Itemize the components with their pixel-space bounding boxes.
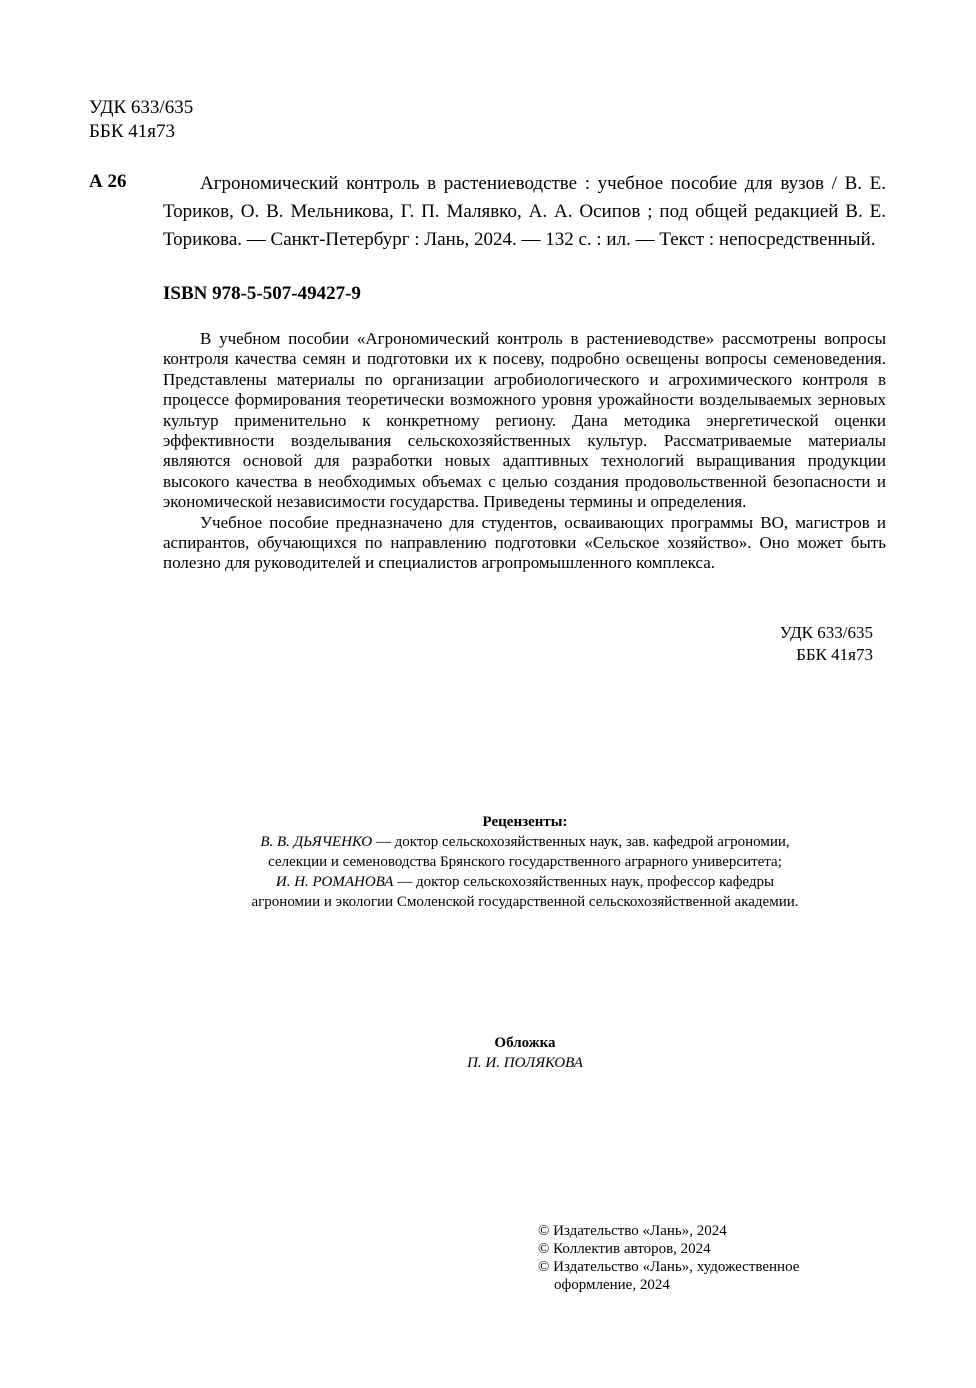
udk-bbk-block [89,96,193,144]
cover-designer: П. И. ПОЛЯКОВА [467,1055,583,1071]
bibliographic-record: Агрономический контроль в растениеводстве : учебное пособие для вузов / В. Е. Ториков, О. В. Мельникова, Г. П. Малявко, А. А. Осипов ; под общей редакцией В. Е. Торикова. — Санкт-Петербург : Лань, 2024. — 132 с. : ил. — Текст : непосредственный. [163,173,886,250]
reviewer-1-affiliation: селекции и семеноводства Брянского государственного аграрного университета; [268,854,782,870]
cover-credit [350,1033,700,1073]
udk-bbk-block-right [700,622,873,666]
reviewer-2-affiliation: агрономии и экологии Смоленской государственной сельскохозяйственной академии. [251,894,799,910]
abstract-paragraph-1: В учебном пособии «Агрономический контроль в растениеводстве» рассмотрены вопросы контроля качества семян и подготовки их к посеву, подробно освещены вопросы семеноведения. Представлены материалы по организации агробиологического и агрохимического контроля в процессе формирования теоретически возможного уровня урожайности возделываемых зерновых культур применительно к конкретному региону. Дана методика энергетической оценки эффективности возделывания сельскохозяйственных культур. Рассматриваемые материалы являются основой для разработки новых адаптивных технологий выращивания продукции высокого качества в необходимых объемах с целью создания продовольственной безопасности и экономической независимости государства. Приведены термины и определения. [163,329,886,512]
reviewer-2 [150,872,900,892]
isbn: ISBN 978-5-507-49427-9 [163,283,361,304]
copyright-line-3: © Издательство «Лань», художественное [538,1259,800,1275]
reviewers-section [150,812,900,912]
abstract [163,329,886,574]
author-mark: А 26 [89,171,127,192]
reviewers-heading: Рецензенты: [482,814,568,830]
copyright-block [538,1222,858,1294]
udk-code-right: УДК 633/635 [779,623,873,642]
reviewer-2-name: И. Н. РОМАНОВА [275,874,394,890]
copyright-line-2: © Коллектив авторов, 2024 [538,1241,711,1257]
reviewer-1 [150,832,900,852]
abstract-paragraph-2: Учебное пособие предназначено для студентов, осваивающих программы ВО, магистров и аспирантов, обучающихся по направлению подготовки «Сельское хозяйство». Оно может быть полезно для руководителей и специалистов агропромышленного комплекса. [163,512,886,573]
reviewer-1-desc: — доктор сельскохозяйственных наук, зав. кафедрой агрономии, [372,834,790,850]
copyright-line-1: © Издательство «Лань», 2024 [538,1223,727,1239]
bbk-code-right: ББК 41я73 [796,645,873,664]
udk-code: УДК 633/635 [89,97,194,118]
copyright-line-3-cont: оформление, 2024 [554,1277,670,1293]
bbk-code: ББК 41я73 [89,121,175,142]
cover-heading: Обложка [494,1035,556,1051]
reviewer-2-desc: — доктор сельскохозяйственных наук, профессор кафедры [393,874,775,890]
reviewer-1-name: В. В. ДЬЯЧЕНКО [260,834,373,850]
